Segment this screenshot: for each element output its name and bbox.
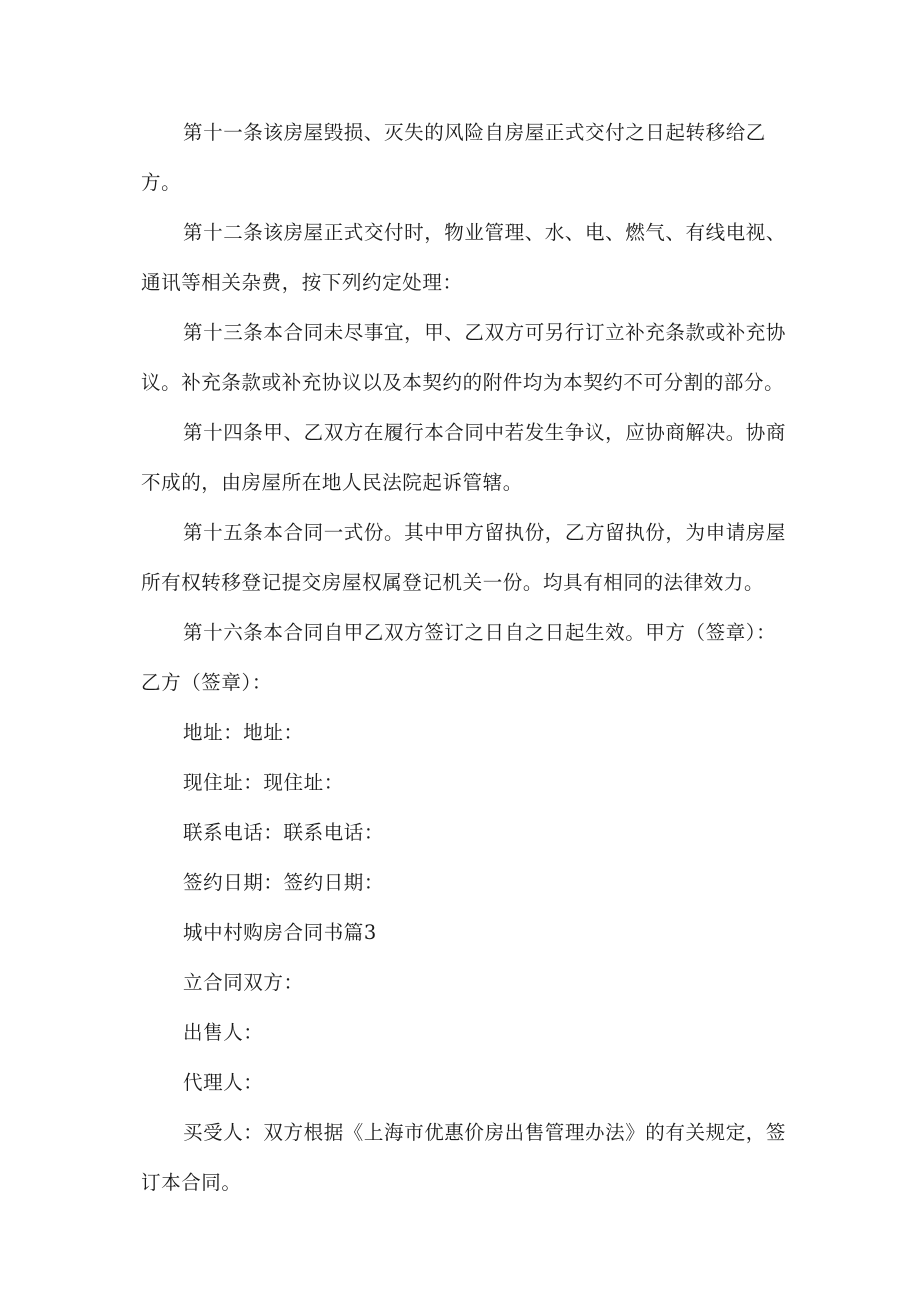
- clause-13-line-1: 第十三条本合同未尽事宜，甲、乙双方可另行订立补充条款或补充协: [183, 321, 787, 344]
- buyer-line-1: 买受人：双方根据《上海市优惠价房出售管理办法》的有关规定，签: [183, 1121, 787, 1144]
- clause-15-line-1: 第十五条本合同一式份。其中甲方留执份，乙方留执份，为申请房屋: [183, 521, 787, 544]
- parties-line: 立合同双方：: [183, 971, 304, 994]
- address-line: 地址：地址：: [183, 721, 304, 744]
- clause-11-line-1: 第十一条该房屋毁损、灭失的风险自房屋正式交付之日起转移给乙: [183, 121, 766, 144]
- clause-15-line-2: 所有权转移登记提交房屋权属登记机关一份。均具有相同的法律效力。: [141, 571, 765, 594]
- section-heading: 城中村购房合同书篇3: [183, 921, 377, 944]
- buyer-line-2: 订本合同。: [141, 1171, 242, 1194]
- signing-date-line: 签约日期：签约日期：: [183, 871, 385, 894]
- clause-16-line-2: 乙方（签章）：: [141, 671, 272, 694]
- clause-11-line-2: 方。: [141, 171, 182, 194]
- clause-12-line-2: 通讯等相关杂费，按下列约定处理：: [141, 271, 463, 294]
- clause-14-line-1: 第十四条甲、乙双方在履行本合同中若发生争议，应协商解决。协商: [183, 421, 787, 444]
- phone-line: 联系电话：联系电话：: [183, 821, 385, 844]
- clause-14-line-2: 不成的，由房屋所在地人民法院起诉管辖。: [141, 471, 523, 494]
- clause-13-line-2: 议。补充条款或补充协议以及本契约的附件均为本契约不可分割的部分。: [141, 371, 785, 394]
- current-address-line: 现住址：现住址：: [183, 771, 344, 794]
- seller-line: 出售人：: [183, 1021, 264, 1044]
- agent-line: 代理人：: [183, 1071, 264, 1094]
- clause-12-line-1: 第十二条该房屋正式交付时，物业管理、水、电、燃气、有线电视、: [183, 221, 787, 244]
- clause-16-line-1: 第十六条本合同自甲乙双方签订之日自之日起生效。甲方（签章）：: [183, 621, 777, 644]
